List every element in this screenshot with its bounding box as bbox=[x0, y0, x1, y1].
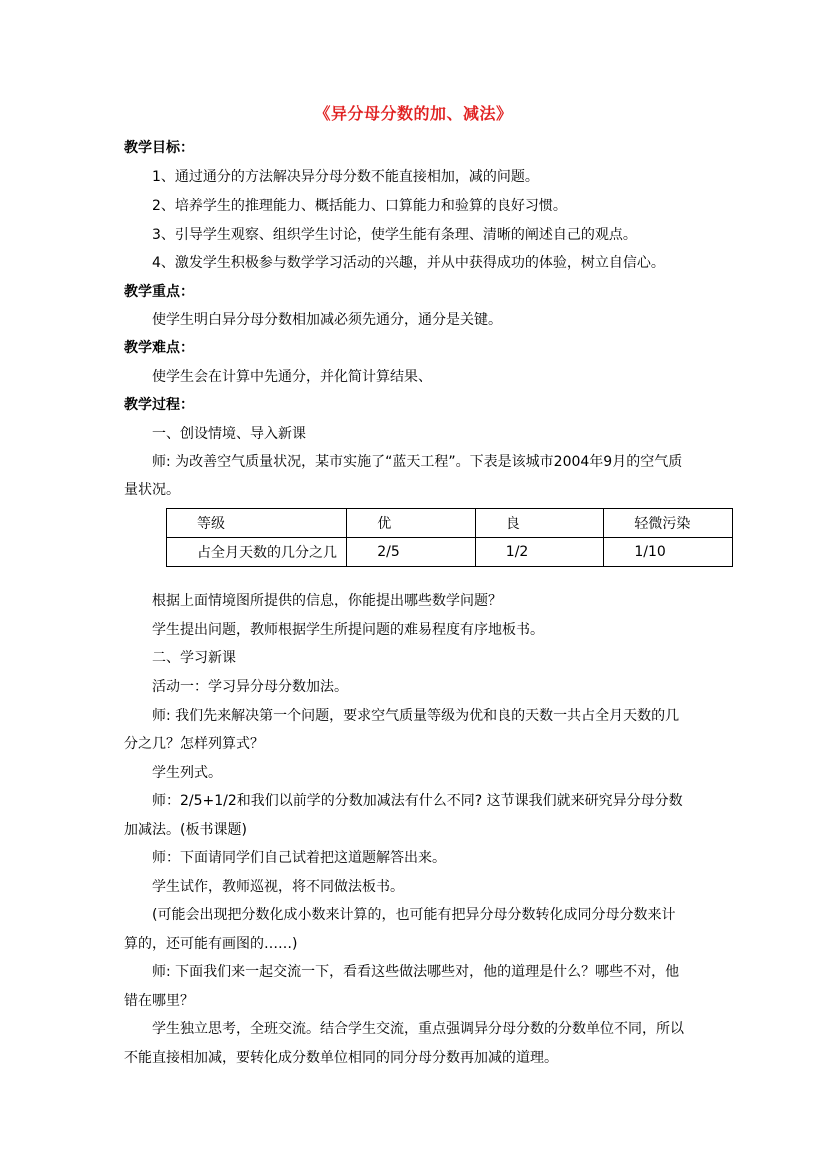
student-discuss-line-2: 不能直接相加减，要转化成分数单位相同的同分母分数再加减的道理。 bbox=[124, 1050, 558, 1066]
teacher-intro-line-1: 师: 为改善空气质量状况，某市实施了“蓝天工程”。下表是该城市2004年9月的空气质 bbox=[152, 454, 683, 470]
section-1-title: 一、创设情境、导入新课 bbox=[152, 426, 306, 442]
teacher-question-line-1: 师: 我们先来解决第一个问题，要求空气质量等级为优和良的天数一共占全月天数的几 bbox=[152, 708, 680, 724]
paragraph: 学生提出问题，教师根据学生所提问题的难易程度有序地板书。 bbox=[152, 622, 544, 638]
teacher-discuss-line-2: 错在哪里？ bbox=[124, 993, 194, 1009]
table-cell: 轻微污染 bbox=[604, 509, 733, 538]
teacher-discuss-line-1: 师: 下面我们来一起交流一下，看看这些做法哪些对，他的道理是什么？哪些不对，他 bbox=[152, 964, 680, 980]
table-row bbox=[167, 538, 733, 567]
difficulty-text: 使学生会在计算中先通分，并化简计算结果、 bbox=[152, 369, 432, 385]
table-cell: 占全月天数的几分之几 bbox=[167, 538, 347, 567]
teacher-intro-line-2: 量状况。 bbox=[124, 482, 180, 498]
teacher-question-line-2: 分之几？怎样列算式？ bbox=[124, 736, 264, 752]
paragraph: 学生试作，教师巡视，将不同做法板书。 bbox=[152, 879, 404, 895]
note-line-1: (可能会出现把分数化成小数来计算的，也可能有把异分母分数转化成同分母分数来计 bbox=[152, 907, 676, 923]
table-cell: 2/5 bbox=[347, 538, 476, 567]
paragraph: 师：下面请同学们自己试着把这道题解答出来。 bbox=[152, 850, 446, 866]
goals-heading: 教学目标： bbox=[124, 140, 194, 156]
activity-1-title: 活动一：学习异分母分数加法。 bbox=[152, 679, 348, 695]
table-cell: 良 bbox=[475, 509, 604, 538]
section-2-title: 二、学习新课 bbox=[152, 650, 236, 666]
goal-item-1: 1、通过通分的方法解决异分母分数不能直接相加，减的问题。 bbox=[152, 169, 539, 185]
air-quality-table bbox=[166, 508, 733, 567]
document-title: 《异分母分数的加、减法》 bbox=[314, 104, 513, 123]
teacher-diff-line-1: 师：2/5+1/2和我们以前学的分数加减法有什么不同? 这节课我们就来研究异分母分数 bbox=[152, 793, 683, 809]
key-point-text: 使学生明白异分母分数相加减必须先通分，通分是关键。 bbox=[152, 312, 502, 328]
table-cell: 1/10 bbox=[604, 538, 733, 567]
student-discuss-line-1: 学生独立思考，全班交流。结合学生交流，重点强调异分母分数的分数单位不同，所以 bbox=[152, 1021, 684, 1037]
table-cell: 优 bbox=[347, 509, 476, 538]
goal-item-3: 3、引导学生观察、组织学生讨论，使学生能有条理、清晰的阐述自己的观点。 bbox=[152, 227, 637, 243]
table-cell: 1/2 bbox=[475, 538, 604, 567]
process-heading: 教学过程： bbox=[124, 397, 194, 413]
note-line-2: 算的，还可能有画图的……) bbox=[124, 936, 298, 952]
difficulty-heading: 教学难点： bbox=[124, 340, 194, 356]
goal-item-2: 2、培养学生的推理能力、概括能力、口算能力和验算的良好习惯。 bbox=[152, 198, 567, 214]
key-point-heading: 教学重点： bbox=[124, 284, 194, 300]
paragraph: 根据上面情境图所提供的信息，你能提出哪些数学问题？ bbox=[152, 593, 502, 609]
teacher-diff-line-2: 加减法。(板书课题) bbox=[124, 822, 247, 838]
table-row bbox=[167, 509, 733, 538]
table-cell: 等级 bbox=[167, 509, 347, 538]
goal-item-4: 4、激发学生积极参与数学学习活动的兴趣，并从中获得成功的体验，树立自信心。 bbox=[152, 255, 665, 271]
paragraph: 学生列式。 bbox=[152, 765, 222, 781]
